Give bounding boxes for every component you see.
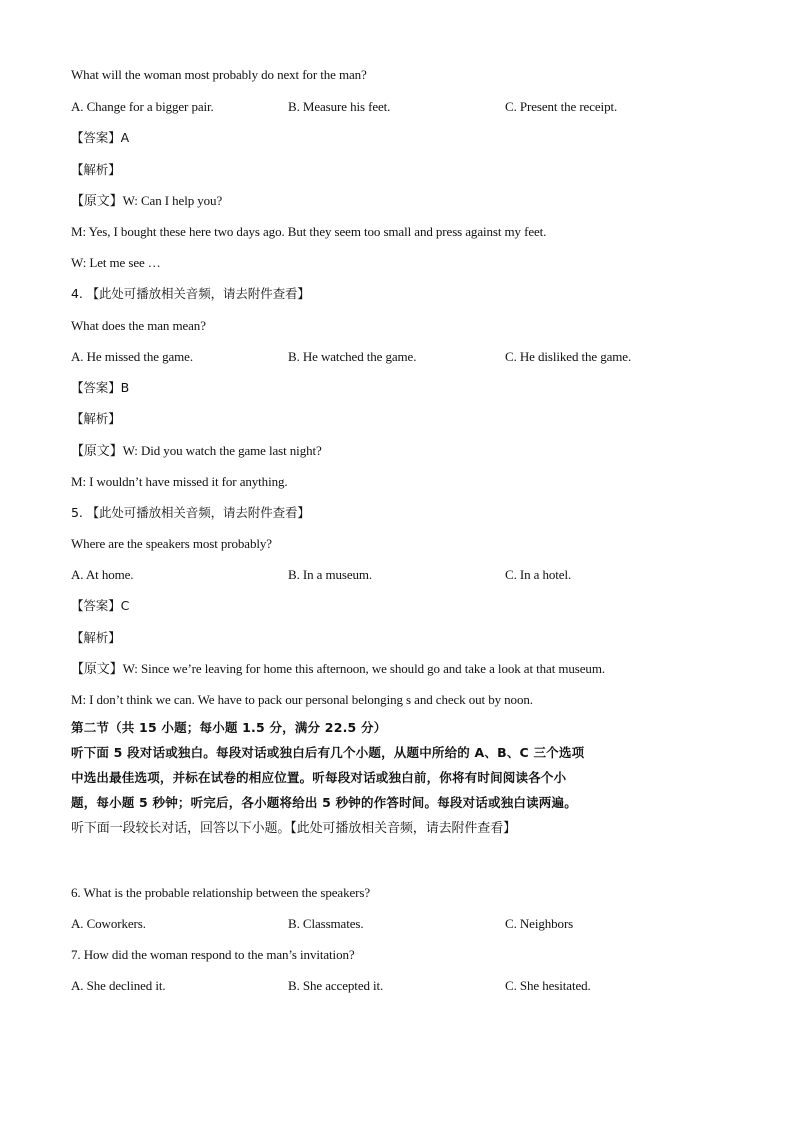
q6-question: 6. What is the probable relationship between the speakers?	[71, 885, 370, 900]
q7-option-a: A. She declined it.	[71, 978, 166, 993]
section2-title: 第二节（共 15 小题；每小题 1.5 分，满分 22.5 分）	[71, 720, 387, 735]
q5-option-b: B. In a museum.	[288, 567, 373, 582]
q5-option-c: C. In a hotel.	[505, 567, 572, 582]
q5-transcript-line: M: I don’t think we can. We have to pack our personal belonging s and check out by noon.	[71, 692, 533, 707]
q5-question: Where are the speakers most probably?	[71, 536, 272, 551]
q6-option-a: A. Coworkers.	[71, 916, 146, 931]
q3-analysis-label: 【解析】	[71, 162, 121, 177]
q4-question: What does the man mean?	[71, 318, 206, 333]
q7-option-c: C. She hesitated.	[505, 978, 591, 993]
q3-transcript-line: 【原文】W: Can I help you?	[71, 193, 223, 208]
q3-option-a: A. Change for a bigger pair.	[71, 99, 214, 114]
q4-transcript-line: 【原文】W: Did you watch the game last night?	[71, 443, 322, 458]
q6-option-b: B. Classmates.	[288, 916, 364, 931]
section2-instructions: 中选出最佳选项，并标在试卷的相应位置。听每段对话或独白前，你将有时间阅读各个小	[71, 770, 567, 785]
q5-option-a: A. At home.	[71, 567, 134, 582]
section2-instructions: 听下面 5 段对话或独白。每段对话或独白后有几个小题，从题中所给的 A、B、C 三个选项	[71, 745, 585, 760]
q3-transcript-line: M: Yes, I bought these here two days ago. But they seem too small and press against my feet.	[71, 224, 547, 239]
section2-instructions: 题，每小题 5 秒钟；听完后，各小题将给出 5 秒钟的作答时间。每段对话或独白读两遍。	[71, 795, 577, 810]
q4-header: 4. 【此处可播放相关音频，请去附件查看】	[71, 286, 310, 301]
q4-option-a: A. He missed the game.	[71, 349, 193, 364]
q5-analysis-label: 【解析】	[71, 630, 121, 645]
q3-transcript-line: W: Let me see …	[71, 255, 161, 270]
q4-analysis-label: 【解析】	[71, 411, 121, 426]
q5-transcript-line: 【原文】W: Since we’re leaving for home this afternoon, we should go and take a look at that museum.	[71, 661, 605, 676]
section2-listen-prompt: 听下面一段较长对话，回答以下小题。【此处可播放相关音频，请去附件查看】	[71, 821, 517, 836]
q3-option-c: C. Present the receipt.	[505, 99, 618, 114]
q3-answer: 【答案】A	[71, 130, 130, 145]
q3-option-b: B. Measure his feet.	[288, 99, 391, 114]
q4-transcript-line: M: I wouldn’t have missed it for anything.	[71, 474, 288, 489]
q4-option-c: C. He disliked the game.	[505, 349, 632, 364]
q4-answer: 【答案】B	[71, 380, 130, 395]
q4-option-b: B. He watched the game.	[288, 349, 417, 364]
q7-option-b: B. She accepted it.	[288, 978, 384, 993]
q7-question: 7. How did the woman respond to the man’s invitation?	[71, 947, 355, 962]
q5-answer: 【答案】C	[71, 598, 130, 613]
q3-question: What will the woman most probably do next for the man?	[71, 67, 367, 82]
q6-option-c: C. Neighbors	[505, 916, 574, 931]
q5-header: 5. 【此处可播放相关音频，请去附件查看】	[71, 505, 310, 520]
